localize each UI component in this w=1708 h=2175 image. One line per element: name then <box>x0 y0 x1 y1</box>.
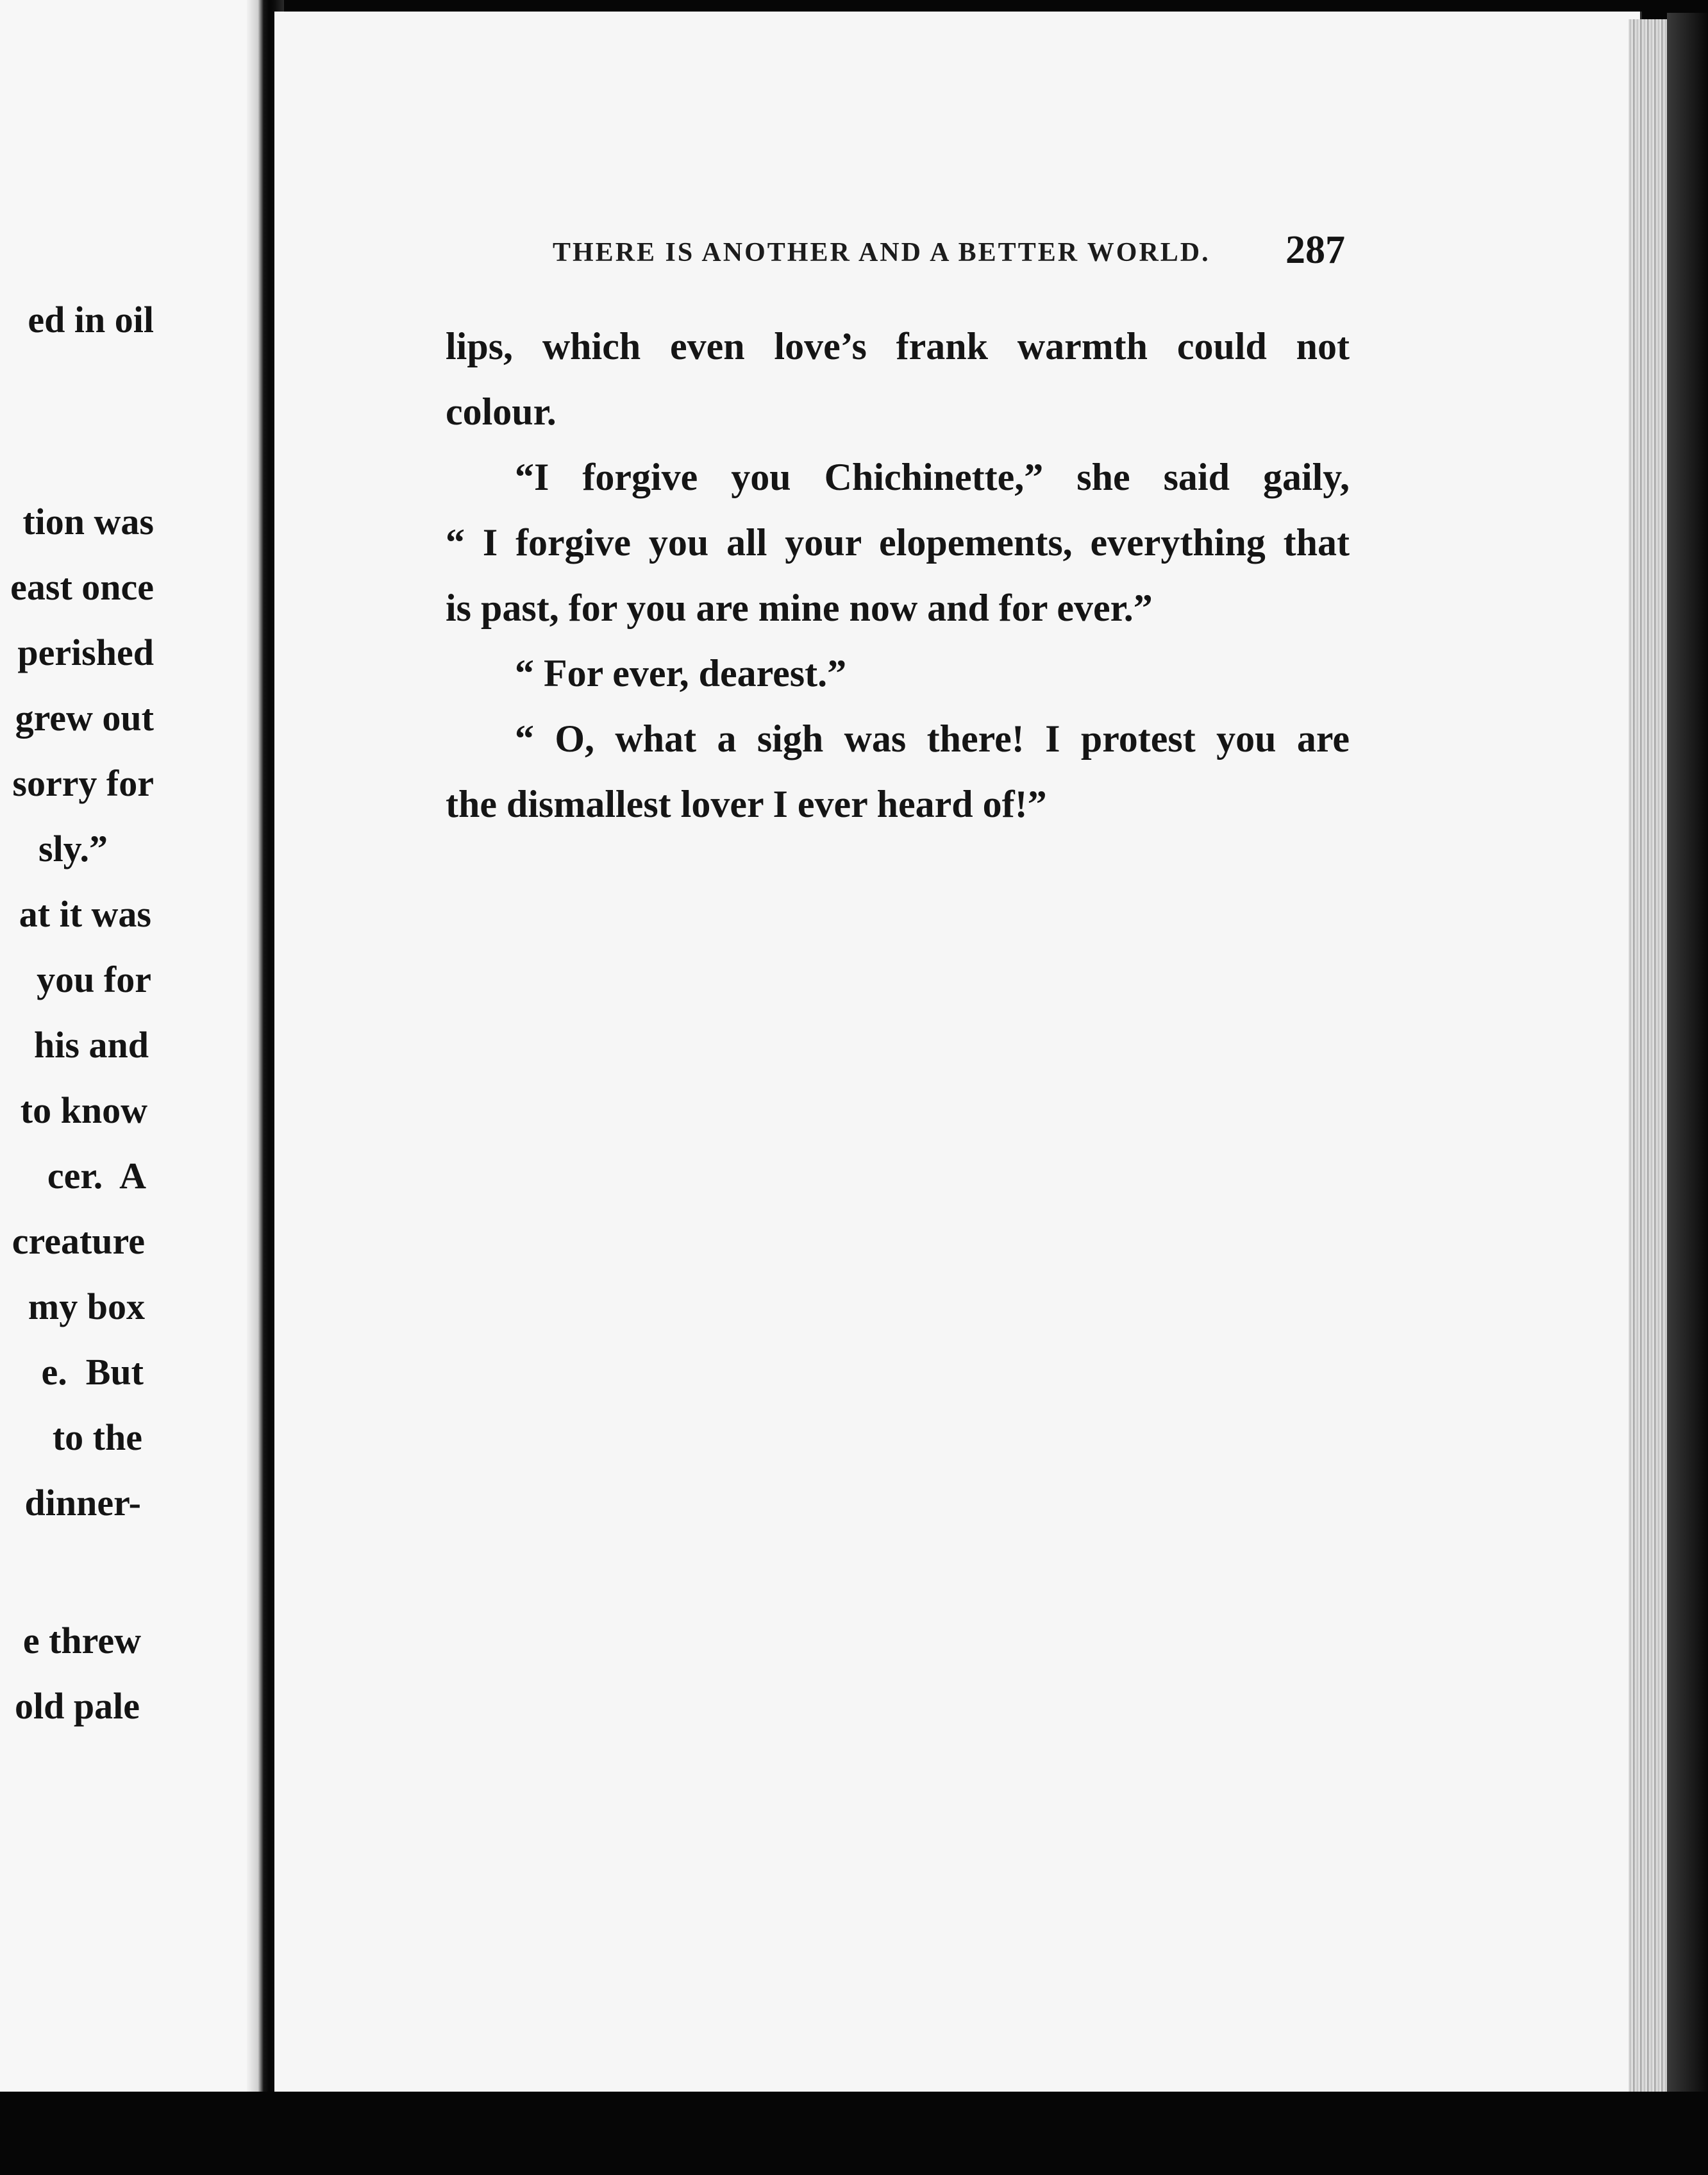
left-line: perished <box>17 632 154 673</box>
body-line: “ I forgive you all your elopements, everything that <box>446 521 1350 564</box>
left-line: to know <box>20 1089 147 1131</box>
body-line: is past, for you are mine now and for ever.” <box>446 587 1153 629</box>
body-line: lips, which even love’s frank warmth could not <box>446 325 1350 367</box>
page-edges <box>1628 19 1667 2097</box>
body-line: “ O, what a sigh was there! I protest you are <box>515 718 1350 760</box>
left-line: at it was <box>19 893 151 935</box>
body-line: “ For ever, dearest.” <box>515 652 847 694</box>
page-number: 287 <box>1285 228 1345 272</box>
left-line: cer. A <box>47 1155 146 1197</box>
left-line: his and <box>34 1024 149 1066</box>
left-line: my box <box>28 1286 145 1327</box>
body-line: colour. <box>446 390 557 433</box>
right-page <box>274 12 1642 2092</box>
left-line: sly.” <box>38 828 108 869</box>
left-line: east once <box>10 566 154 608</box>
left-line: to the <box>52 1416 142 1458</box>
left-line: e threw <box>22 1620 141 1661</box>
left-line: e. But <box>41 1351 144 1393</box>
page-edge-shadow <box>1667 13 1708 2103</box>
body-line: “I forgive you Chichinette,” she said gaily, <box>515 456 1350 498</box>
left-line: creature <box>12 1220 145 1262</box>
left-line: dinner- <box>24 1482 141 1524</box>
left-line: grew out <box>15 697 154 739</box>
running-head: THERE IS ANOTHER AND A BETTER WORLD. <box>553 238 1210 267</box>
left-line: sorry for <box>12 762 154 804</box>
scan-bottom-border <box>0 2092 1708 2175</box>
left-page-fragment <box>0 0 268 2092</box>
left-line: you for <box>37 959 151 1000</box>
left-line: old pale <box>15 1685 140 1727</box>
body-line: the dismallest lover I ever heard of!” <box>446 783 1047 825</box>
left-line: tion was <box>22 501 154 542</box>
left-line: ed in oil <box>28 299 154 340</box>
